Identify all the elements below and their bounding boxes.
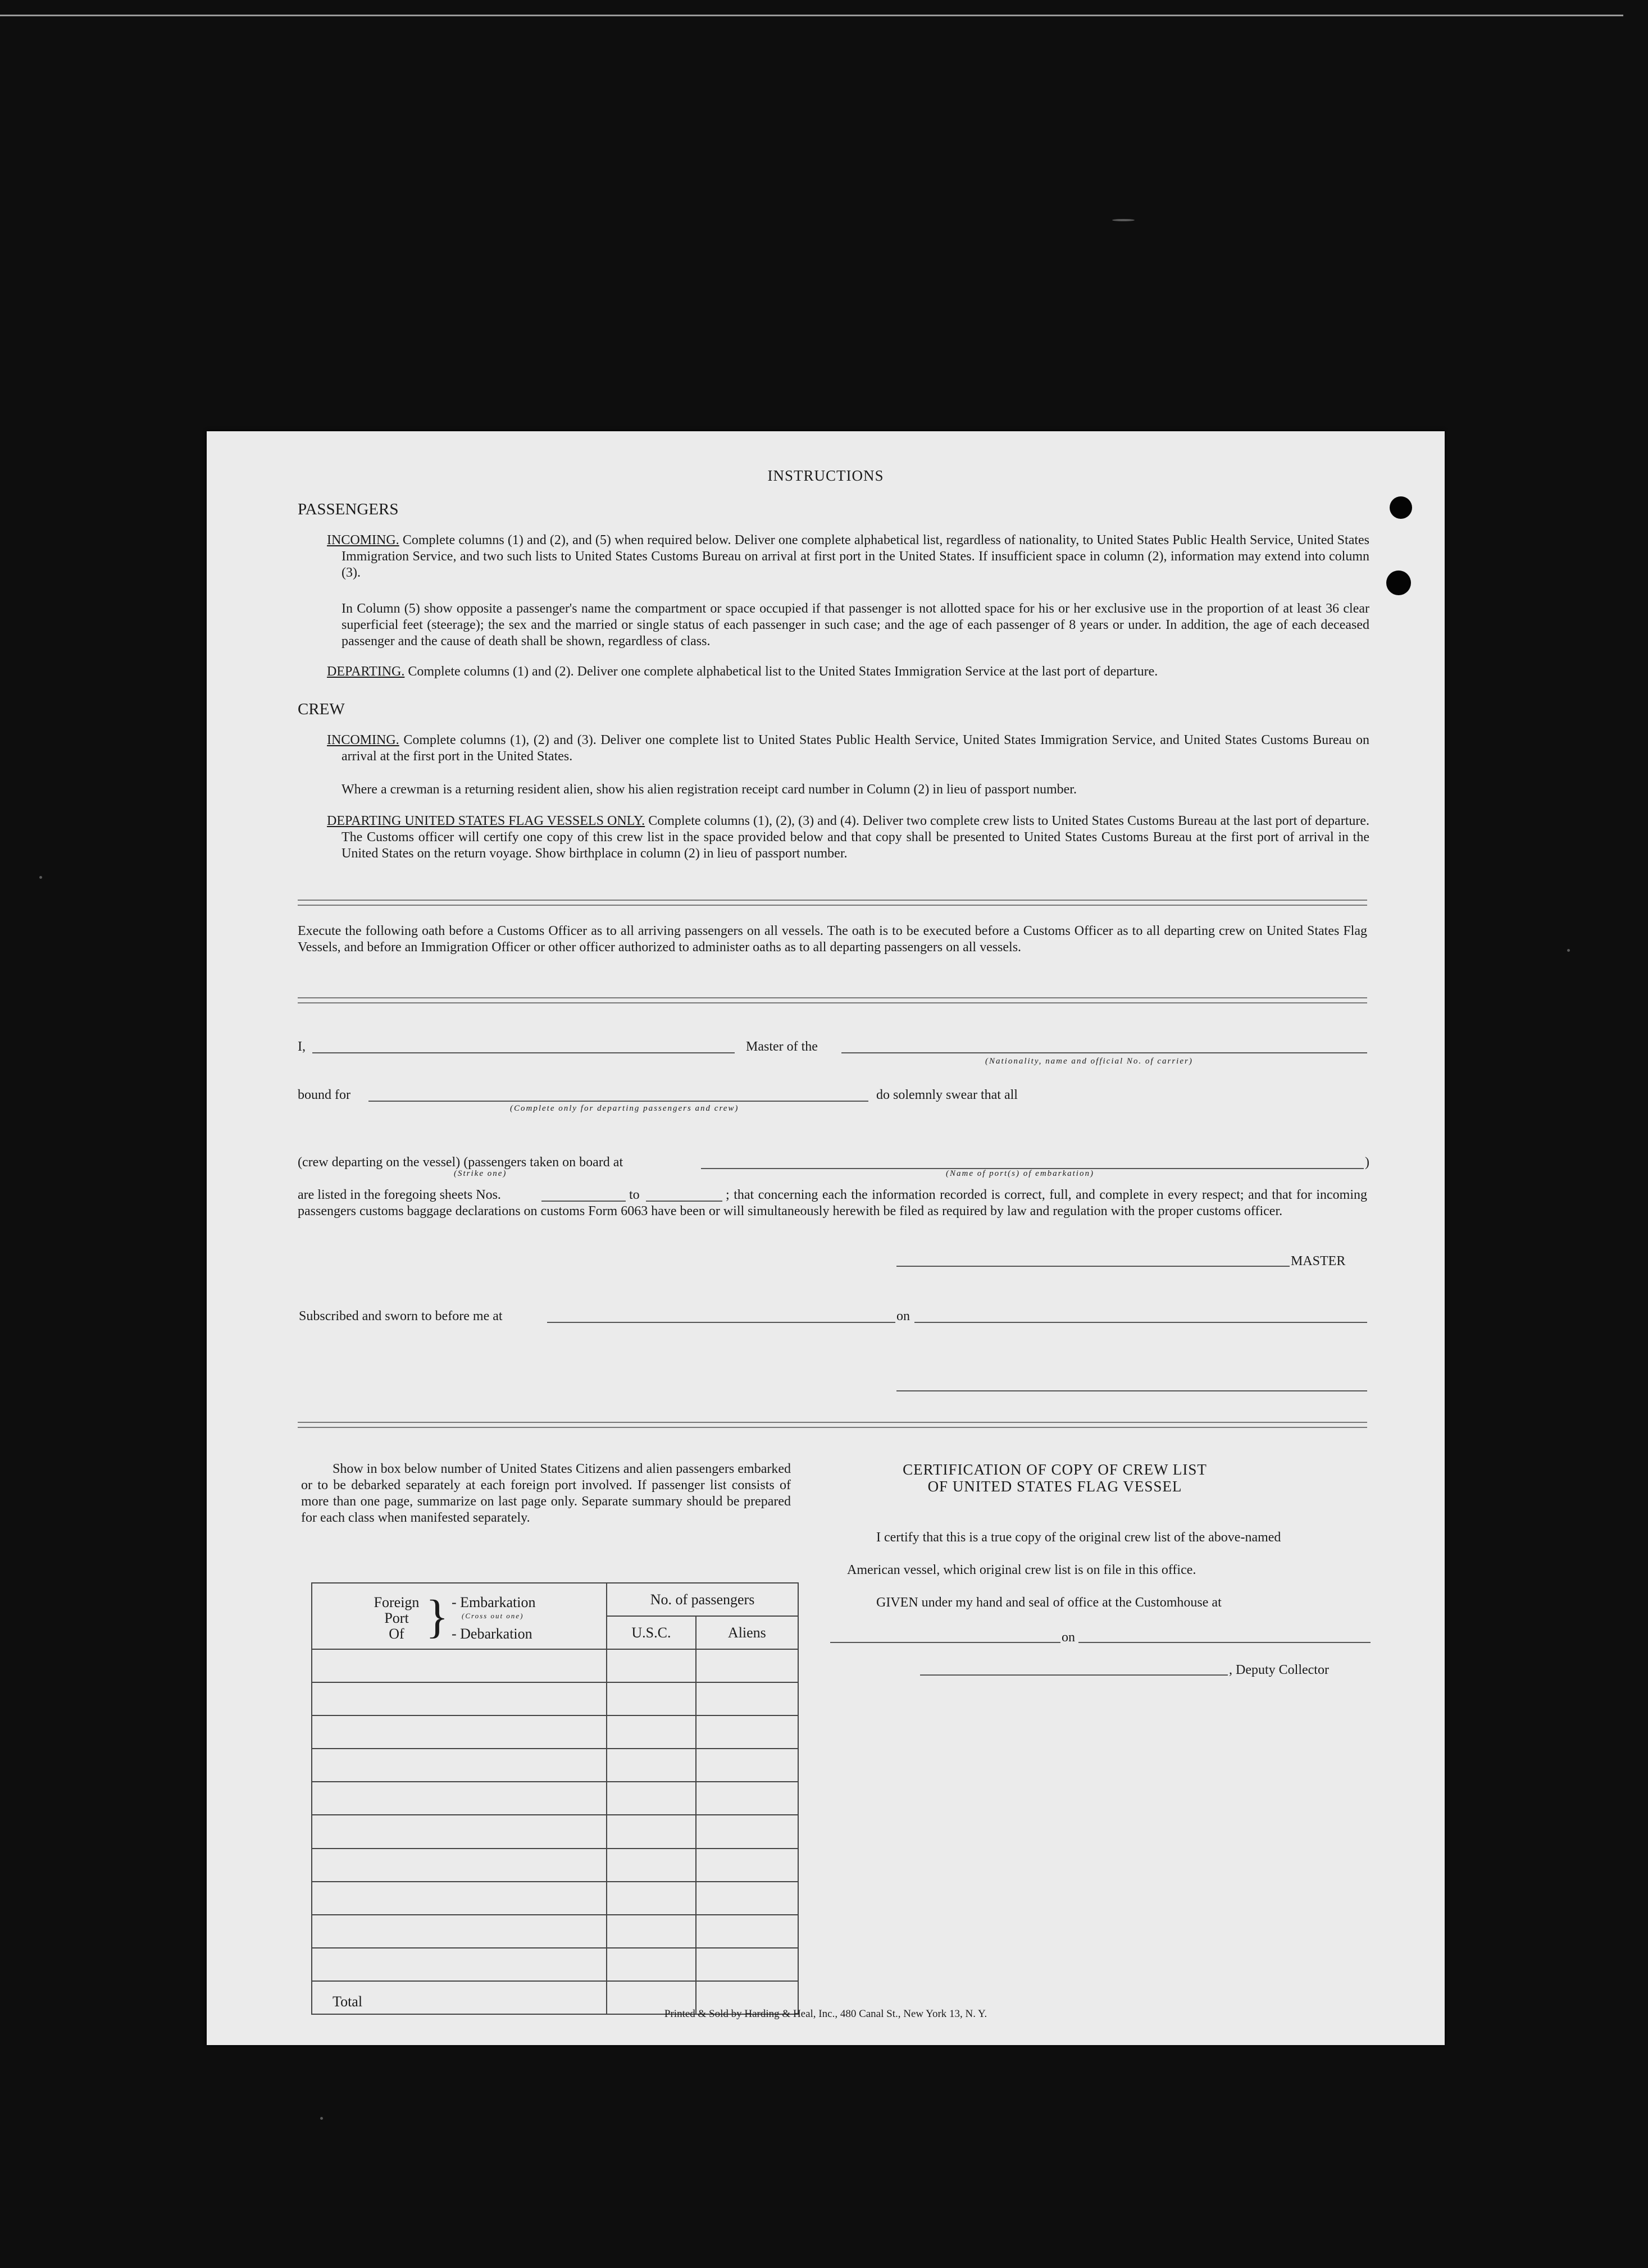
punch-hole: [1386, 571, 1411, 595]
scan-speck: [320, 2117, 323, 2120]
embarkation-label: - Embarkation: [452, 1594, 536, 1610]
usc-header: U.S.C.: [607, 1616, 696, 1649]
crew-resident-paragraph: Where a crewman is a returning resident alien, show his alien registration receipt card number in Column (2) in lieu of passport number.: [342, 782, 1077, 797]
passengers-incoming-label: INCOMING.: [327, 533, 399, 547]
oath-close-paren: ): [1365, 1155, 1369, 1170]
aliens-cell[interactable]: [696, 1682, 798, 1715]
aliens-cell[interactable]: [696, 1749, 798, 1782]
brace-icon: }: [426, 1591, 449, 1643]
port-cell[interactable]: [312, 1948, 607, 1981]
bound-for-line[interactable]: [368, 1101, 868, 1102]
form-page: [207, 431, 1445, 2045]
bound-for-hint: (Complete only for departing passengers and crew): [510, 1104, 739, 1113]
aliens-cell[interactable]: [696, 1882, 798, 1915]
port-cell[interactable]: [312, 1882, 607, 1915]
port-summary-table: [311, 1582, 799, 2015]
passengers-departing-label: DEPARTING.: [327, 664, 405, 679]
master-signature-line[interactable]: [896, 1266, 1290, 1267]
aliens-cell[interactable]: [696, 1782, 798, 1815]
port-embarkation-hint: (Name of port(s) of embarkation): [946, 1169, 1094, 1178]
printer-credit: Printed & Sold by Harding & Heal, Inc., 480 Canal St., New York 13, N. Y.: [664, 2008, 987, 2020]
cross-out-hint: (Cross out one): [462, 1612, 524, 1620]
punch-hole: [1390, 496, 1412, 519]
passengers-departing-paragraph: [327, 664, 1372, 680]
subscribed-date-line[interactable]: [914, 1322, 1367, 1323]
passengers-column5-paragraph: In Column (5) show opposite a passenger's name the compartment or space occupied if that passenger is not allotted space for his or her exclusive use in the proportion of at least 36 clear superficial feet (steerage); the sex and the married or single status of each passenger in such case; and the age of each passenger of 8 years or under. In addition, the age of each deceased passenger and the cause of death shall be shown, regardless of class.: [342, 601, 1369, 649]
summary-instructions: Show in box below number of United States Citizens and alien passengers embarked or to be debarked separately at each foreign port involved. If passenger list consists of more than one page, summarize on last page only. Separate summary should be prepared for each class when manifested separately.: [301, 1462, 791, 1525]
port-label: Port: [384, 1610, 409, 1626]
aliens-header: Aliens: [696, 1616, 798, 1649]
crew-departing-paragraph: [327, 813, 1370, 862]
crew-incoming-text: Complete columns (1), (2) and (3). Deliver one complete list to United States Public Health Service, United States Immigration Service, and United States Customs Bureau on arrival at the first port in the United States.: [342, 733, 1370, 764]
usc-cell[interactable]: [607, 1682, 696, 1715]
section-divider: [298, 997, 1367, 1003]
aliens-cell[interactable]: [696, 1715, 798, 1749]
usc-cell[interactable]: [607, 1915, 696, 1948]
oath-master-of-label: Master of the: [746, 1039, 818, 1054]
customhouse-place-line[interactable]: [830, 1642, 1060, 1643]
customhouse-date-line[interactable]: [1078, 1642, 1371, 1643]
aliens-cell[interactable]: [696, 1849, 798, 1882]
cert-line-3: GIVEN under my hand and seal of office at the Customhouse at: [876, 1595, 1222, 1610]
port-cell[interactable]: [312, 1715, 607, 1749]
crew-incoming-paragraph: [327, 732, 1370, 765]
of-label: Of: [389, 1626, 404, 1642]
scan-edge-line: [0, 15, 1623, 16]
cert-title-2: OF UNITED STATES FLAG VESSEL: [927, 1478, 1182, 1495]
usc-cell[interactable]: [607, 1749, 696, 1782]
aliens-cell[interactable]: [696, 1649, 798, 1682]
oath-bound-for-label: bound for: [298, 1088, 350, 1102]
cert-on-label: on: [1062, 1630, 1075, 1645]
strike-one-hint: (Strike one): [454, 1169, 507, 1178]
usc-cell[interactable]: [607, 1649, 696, 1682]
carrier-line[interactable]: [841, 1052, 1367, 1053]
usc-cell[interactable]: [607, 1815, 696, 1848]
passengers-incoming-text: Complete columns (1) and (2), and (5) when required below. Deliver one complete alphabetical list, regardless of nationality, to United States Public Health Service, United States Immigration Service, and two such lists to United States Customs Bureau on arrival at first port in the United States. If insufficient space in column (2), information may extend into column (3).: [342, 533, 1370, 580]
port-cell[interactable]: [312, 1649, 607, 1682]
subscribed-on-label: on: [896, 1309, 910, 1324]
usc-cell[interactable]: [607, 1882, 696, 1915]
oath-crew-departing-label: (crew departing on the vessel) (passengers taken on board at: [298, 1155, 623, 1170]
scan-speck: [1112, 219, 1135, 221]
crew-heading: CREW: [298, 700, 345, 718]
port-cell[interactable]: [312, 1749, 607, 1782]
instructions-title: INSTRUCTIONS: [767, 467, 884, 484]
carrier-hint: (Nationality, name and official No. of carrier): [985, 1057, 1193, 1066]
aliens-cell[interactable]: [696, 1948, 798, 1981]
debarkation-label: - Debarkation: [452, 1626, 532, 1642]
port-cell[interactable]: [312, 1682, 607, 1715]
passengers-incoming-paragraph: [327, 532, 1370, 581]
section-divider: [298, 900, 1367, 906]
oath-i-label: I,: [298, 1039, 306, 1054]
cert-title-1: CERTIFICATION OF COPY OF CREW LIST: [903, 1461, 1207, 1478]
no-passengers-header: No. of passengers: [607, 1583, 798, 1616]
port-header-cell: [312, 1583, 607, 1649]
port-cell[interactable]: [312, 1915, 607, 1948]
passengers-departing-text: Complete columns (1) and (2). Deliver one complete alphabetical list to the United States Immigration Service at the last port of departure.: [408, 664, 1158, 679]
usc-cell[interactable]: [607, 1849, 696, 1882]
aliens-cell[interactable]: [696, 1915, 798, 1948]
total-label: Total: [312, 1981, 607, 2014]
passengers-heading: PASSENGERS: [298, 500, 399, 518]
usc-cell[interactable]: [607, 1782, 696, 1815]
cert-line-1: I certify that this is a true copy of the original crew list of the above-named: [876, 1530, 1281, 1545]
subscribed-label: Subscribed and sworn to before me at: [299, 1309, 503, 1324]
deputy-collector-label: , Deputy Collector: [1229, 1663, 1329, 1677]
officer-signature-line[interactable]: [896, 1390, 1367, 1391]
cert-line-2: American vessel, which original crew list is on file in this office.: [847, 1563, 1196, 1577]
foreign-label: Foreign: [374, 1594, 420, 1610]
oath-listed-rest: ; that concerning each the information recorded is correct, full, and complete in every respect; and that for incoming passengers customs baggage declarations on customs Form 6063 have been or will simultaneously herewith be filed as required by law and regulation with the proper customs officer.: [298, 1188, 1367, 1219]
port-cell[interactable]: [312, 1815, 607, 1848]
master-label: MASTER: [1291, 1254, 1346, 1268]
crew-departing-label: DEPARTING UNITED STATES FLAG VESSELS ONLY.: [327, 814, 645, 828]
oath-intro: Execute the following oath before a Customs Officer as to all arriving passengers on all vessels. The oath is to be executed before a Customs Officer as to all departing crew on United States Flag Vessels, and before an Immigration Officer or other officer authorized to administer oaths as to all departing passengers on all vessels.: [298, 924, 1367, 955]
usc-cell[interactable]: [607, 1715, 696, 1749]
master-name-line[interactable]: [312, 1052, 735, 1053]
subscribed-place-line[interactable]: [547, 1322, 895, 1323]
port-header-labels: [368, 1595, 425, 1642]
deputy-signature-line[interactable]: [920, 1674, 1228, 1676]
oath-swear-label: do solemnly swear that all: [876, 1088, 1018, 1102]
section-divider: [298, 1422, 1367, 1428]
oath-listed-label: are listed in the foregoing sheets Nos.: [298, 1188, 501, 1202]
crew-departing-text: Complete columns (1), (2), (3) and (4). Deliver two complete crew lists to United States Customs Bureau at the last port of departure. The Customs officer will certify one copy of this crew list in the space provided below and that copy shall be presented to United States Customs Bureau at the first port of arrival in the United States on the return voyage. Show birthplace in column (2) in lieu of passport number.: [342, 814, 1370, 861]
usc-cell[interactable]: [607, 1948, 696, 1981]
scan-speck: [39, 876, 42, 879]
port-cell[interactable]: [312, 1849, 607, 1882]
oath-to-label: to: [629, 1188, 640, 1202]
scan-speck: [1567, 949, 1570, 952]
crew-incoming-label: INCOMING.: [327, 733, 399, 747]
port-cell[interactable]: [312, 1782, 607, 1815]
aliens-cell[interactable]: [696, 1815, 798, 1848]
